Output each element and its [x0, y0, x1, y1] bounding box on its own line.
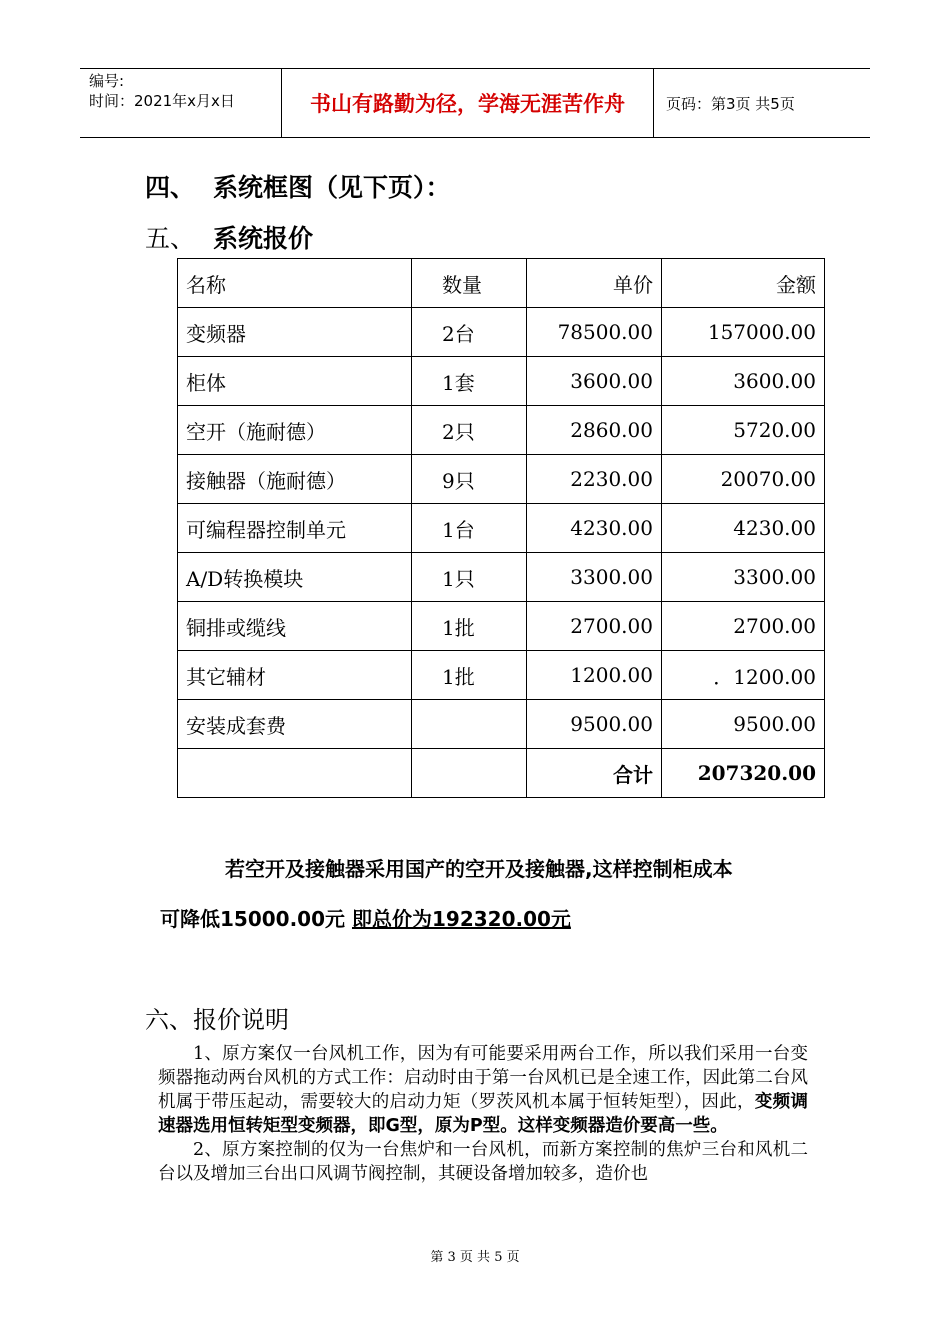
paragraph-1 [158, 1042, 808, 1138]
empty-cell [178, 749, 412, 798]
item-amount: 5720.00 [662, 406, 825, 455]
item-unit-price: 9500.00 [527, 700, 662, 749]
total-label: 合计 [527, 749, 662, 798]
page-header [80, 68, 870, 138]
item-unit-price: 2230.00 [527, 455, 662, 504]
item-amount: 3600.00 [662, 357, 825, 406]
cost-note-line1: 若空开及接触器采用国产的空开及接触器,这样控制柜成本 [225, 857, 733, 881]
table-row [178, 308, 825, 357]
header-meta [80, 69, 282, 137]
item-quantity [412, 700, 527, 749]
item-quantity: 1台 [412, 504, 527, 553]
explanation-body [158, 1042, 808, 1186]
paragraph-1-text: 1、原方案仅一台风机工作，因为有可能要采用两台工作，所以我们采用一台变频器拖动两台风机的方式工作：启动时由于第一台风机已是全速工作，因此第二台风机属于带压起动，需要较大的启动力矩（罗茨风机本属于恒转矩型），因此， [158, 1044, 808, 1112]
item-name: 铜排或缆线 [178, 602, 412, 651]
item-quantity: 2台 [412, 308, 527, 357]
item-unit-price: 3600.00 [527, 357, 662, 406]
item-name: 变频器 [178, 308, 412, 357]
header-cell: 名称 [178, 259, 412, 308]
item-amount: 20070.00 [662, 455, 825, 504]
section-4-heading [145, 168, 451, 204]
item-amount: ．1200.00 [662, 651, 825, 700]
cost-note-line2 [160, 903, 571, 932]
section-4-title: 系统框图（见下页）： [213, 173, 451, 202]
item-quantity: 2只 [412, 406, 527, 455]
total-value: 207320.00 [662, 749, 825, 798]
item-quantity: 9只 [412, 455, 527, 504]
section-5-number: 五、 [145, 224, 196, 253]
page-footer: 第 3 页 共 5 页 [430, 1250, 520, 1265]
paragraph-1-bold-text: 变频调速器选用恒转矩型变频器，即G型，原为P型。这样变频器造价要高一些。 [158, 1092, 808, 1136]
item-name: 安装成套费 [178, 700, 412, 749]
item-unit-price: 1200.00 [527, 651, 662, 700]
table-row [178, 357, 825, 406]
code-label: 编号: [89, 72, 125, 90]
item-name: A/D转换模块 [178, 553, 412, 602]
item-name: 其它辅材 [178, 651, 412, 700]
item-name: 接触器（施耐德） [178, 455, 412, 504]
header-page-info: 页码：第3页 共5页 [666, 94, 795, 113]
quote-table [177, 258, 825, 798]
item-unit-price: 2860.00 [527, 406, 662, 455]
table-row [178, 602, 825, 651]
item-amount: 4230.00 [662, 504, 825, 553]
table-row [178, 406, 825, 455]
section-6-heading: 六、报价说明 [145, 1006, 289, 1034]
empty-cell [412, 749, 527, 798]
item-name: 空开（施耐德） [178, 406, 412, 455]
header-motto: 书山有路勤为径，学海无涯苦作舟 [282, 69, 654, 137]
header-cell: 单价 [527, 259, 662, 308]
cost-reduction-text: 可降低15000.00元 [160, 907, 352, 931]
total-price-text: 即总价为192320.00元 [351, 907, 571, 931]
table-row [178, 455, 825, 504]
item-amount: 3300.00 [662, 553, 825, 602]
item-unit-price: 4230.00 [527, 504, 662, 553]
item-amount: 9500.00 [662, 700, 825, 749]
item-unit-price: 3300.00 [527, 553, 662, 602]
item-quantity: 1批 [412, 651, 527, 700]
item-name: 柜体 [178, 357, 412, 406]
header-cell: 金额 [662, 259, 825, 308]
table-total-row [178, 749, 825, 798]
table-row [178, 700, 825, 749]
section-5-title: 系统报价 [213, 224, 314, 253]
section-4-number: 四、 [145, 173, 196, 202]
paragraph-2: 2、原方案控制的仅为一台焦炉和一台风机，而新方案控制的焦炉三台和风机二台以及增加三台出口风调节阀控制，其硬设备增加较多，造价也 [158, 1140, 808, 1184]
table-row [178, 553, 825, 602]
table-row [178, 651, 825, 700]
item-name: 可编程器控制单元 [178, 504, 412, 553]
item-quantity: 1批 [412, 602, 527, 651]
item-unit-price: 2700.00 [527, 602, 662, 651]
item-amount: 157000.00 [662, 308, 825, 357]
table-row [178, 504, 825, 553]
date-label: 时间：2021年x月x日 [89, 92, 235, 110]
item-quantity: 1套 [412, 357, 527, 406]
item-amount: 2700.00 [662, 602, 825, 651]
item-quantity: 1只 [412, 553, 527, 602]
section-5-heading [145, 219, 313, 255]
item-unit-price: 78500.00 [527, 308, 662, 357]
header-cell: 数量 [412, 259, 527, 308]
table-header-row [178, 259, 825, 308]
